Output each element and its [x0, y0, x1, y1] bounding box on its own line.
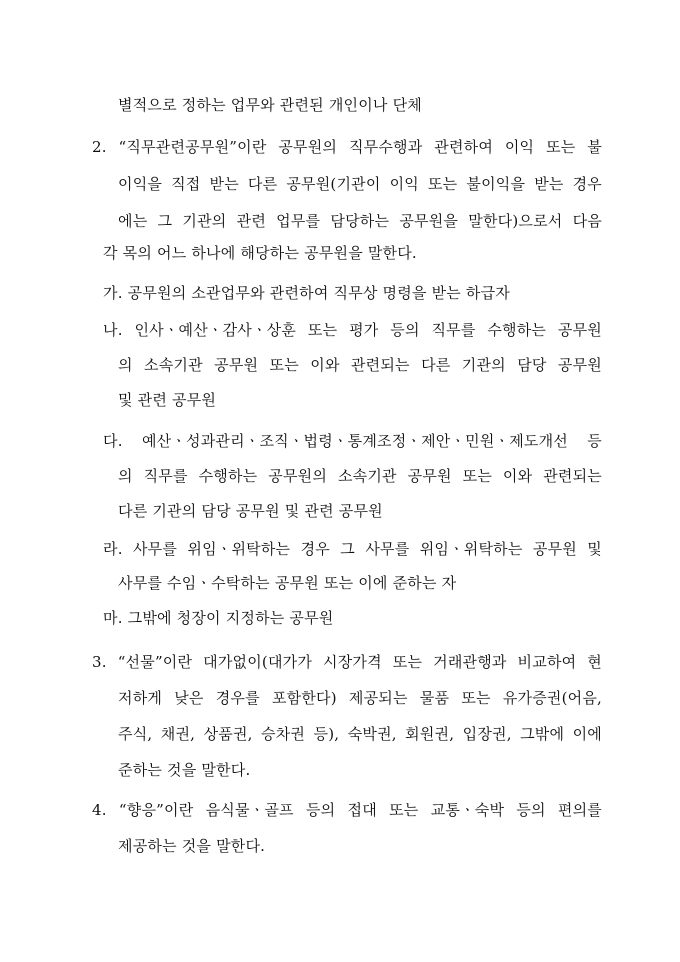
subitem-ra-line: 라. 사무를 위임ㆍ위탁하는 경우 그 사무를 위임ㆍ위탁하는 공무원 및: [103, 540, 602, 558]
subitem-ga-line: 가. 공무원의 소관업무와 관련하여 직무상 명령을 받는 하급자: [103, 284, 510, 302]
item-2-title-line: 2. “직무관련공무원”이란 공무원의 직무수행과 관련하여 이익 또는 불: [92, 138, 602, 156]
subitem-na-line: 나. 인사ㆍ예산ㆍ감사ㆍ상훈 또는 평가 등의 직무를 수행하는 공무원: [103, 321, 602, 339]
text-line: 다른 기관의 담당 공무원 및 관련 공무원: [118, 502, 383, 520]
subitem-ma-line: 마. 그밖에 청장이 지정하는 공무원: [103, 609, 334, 627]
text-line: 사무를 수임ㆍ수탁하는 공무원 또는 이에 준하는 자: [118, 574, 457, 592]
text-line: 에는 그 기관의 관련 업무를 담당하는 공무원을 말한다)으로서 다음: [118, 212, 602, 230]
text-line: 주식, 채권, 상품권, 승차권 등), 숙박권, 회원권, 입장권, 그밖에 이에: [118, 725, 602, 743]
text-line: 의 직무를 수행하는 공무원의 소속기관 공무원 또는 이와 관련되는: [118, 467, 602, 485]
item-4-title-line: 4. “향응”이란 음식물ㆍ골프 등의 접대 또는 교통ㆍ숙박 등의 편의를: [92, 801, 602, 819]
subitem-da-line: 다. 예산ㆍ성과관리ㆍ조직ㆍ법령ㆍ통계조정ㆍ제안ㆍ민원ㆍ제도개선 등: [103, 432, 602, 450]
item-3-title-line: 3. “선물”이란 대가없이(대가가 시장가격 또는 거래관행과 비교하여 현: [92, 653, 602, 671]
text-line: 이익을 직접 받는 다른 공무원(기관이 이익 또는 불이익을 받는 경우: [118, 175, 602, 193]
text-line: 제공하는 것을 말한다.: [118, 837, 266, 855]
text-line: 각 목의 어느 하나에 해당하는 공무원을 말한다.: [103, 244, 417, 262]
text-line: 준하는 것을 말한다.: [118, 761, 251, 779]
text-line: 및 관련 공무원: [118, 391, 217, 409]
text-line: 별적으로 정하는 업무와 관련된 개인이나 단체: [118, 96, 422, 114]
text-line: 저하게 낮은 경우를 포함한다) 제공되는 물품 또는 유가증권(어음,: [118, 689, 602, 707]
text-line: 의 소속기관 공무원 또는 이와 관련되는 다른 기관의 담당 공무원: [118, 356, 602, 374]
